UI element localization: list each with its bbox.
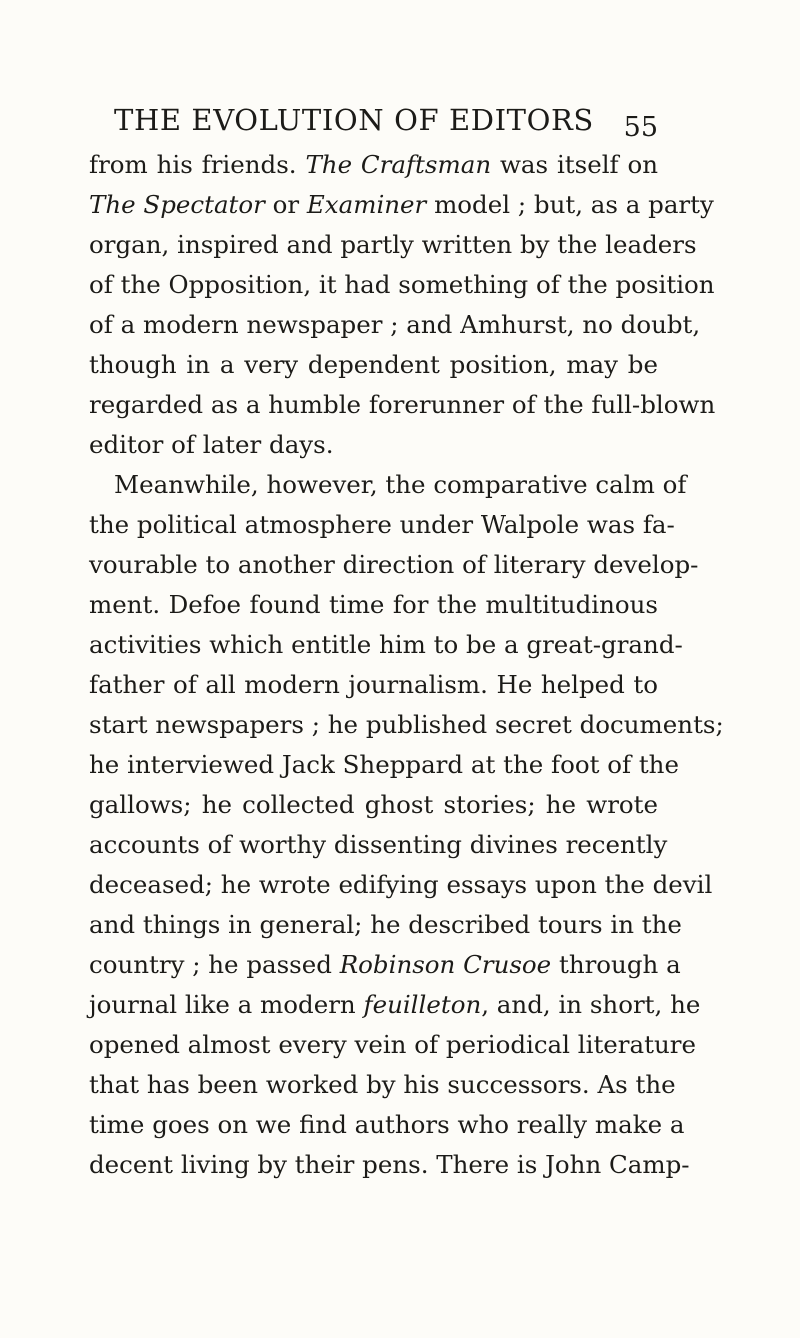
italic-title: Robinson Crusoe [339, 950, 552, 979]
text-run: organ, inspired and partly written by the leaders [89, 230, 697, 259]
text-run: activities which entitle him to be a great-grand- [89, 630, 683, 659]
text-run: the political atmosphere under Walpole was fa- [89, 510, 675, 539]
page-number: 55 [623, 112, 658, 143]
italic-title: feuilleton [363, 990, 482, 1019]
text-line [89, 1025, 696, 1065]
text-run: opened almost every vein of periodical literature [89, 1030, 696, 1059]
text-line [89, 985, 701, 1025]
text-run: through a [551, 950, 681, 979]
text-run: accounts of worthy dissenting divines recently [89, 830, 668, 859]
text-line [89, 865, 713, 905]
text-run: vourable to another direction of literary develop- [89, 550, 699, 579]
text-run: editor of later days. [89, 430, 334, 459]
text-run: regarded as a humble forerunner of the full-blown [89, 390, 716, 419]
text-line [89, 825, 668, 865]
text-line [89, 785, 658, 825]
text-line [89, 265, 715, 305]
text-run: of a modern newspaper ; and Amhurst, no doubt, [89, 310, 701, 339]
text-line [89, 625, 683, 665]
text-line [114, 465, 687, 505]
running-header [0, 100, 800, 144]
text-line [89, 545, 699, 585]
text-run: father of all modern journalism. He helped to [89, 670, 658, 699]
text-run: that has been worked by his successors. As the [89, 1070, 676, 1099]
text-run: country ; he passed [89, 950, 340, 979]
running-title: THE EVOLUTION OF EDITORS [114, 103, 594, 137]
text-line [89, 385, 716, 425]
text-run: was itself on [491, 150, 658, 179]
text-run: model ; but, as a party [426, 190, 714, 219]
text-line [89, 145, 658, 185]
text-line [89, 345, 658, 385]
text-run: from his friends. [89, 150, 306, 179]
text-run: time goes on we find authors who really make a [89, 1110, 685, 1139]
text-run: deceased; he wrote edifying essays upon the devil [89, 870, 713, 899]
text-line [89, 745, 679, 785]
text-run: or [264, 190, 307, 219]
text-line [89, 1065, 676, 1105]
text-run: Meanwhile, however, the comparative calm of [114, 470, 687, 499]
text-run: he interviewed Jack Sheppard at the foot of the [89, 750, 679, 779]
text-run: though in a very dependent position, may be [89, 350, 658, 379]
text-line [89, 1105, 685, 1145]
italic-title: The Spectator [89, 190, 265, 219]
text-line [89, 945, 681, 985]
text-line [89, 1145, 690, 1185]
text-run: and things in general; he described tours in the [89, 910, 682, 939]
italic-title: Examiner [306, 190, 427, 219]
text-line [89, 585, 658, 625]
text-line [89, 225, 697, 265]
text-run: , and, in short, he [481, 990, 701, 1019]
text-run: ment. Defoe found time for the multitudinous [89, 590, 658, 619]
text-line [89, 505, 675, 545]
text-run: journal like a modern [89, 990, 364, 1019]
text-run: of the Opposition, it had something of the position [89, 270, 715, 299]
text-line [89, 305, 701, 345]
italic-title: The Craftsman [305, 150, 492, 179]
text-run: start newspapers ; he published secret documents; [89, 710, 724, 739]
text-line [89, 705, 724, 745]
text-run: gallows; he collected ghost stories; he wrote [89, 790, 658, 819]
text-line [89, 665, 658, 705]
text-line [89, 185, 714, 225]
text-run: decent living by their pens. There is John Camp- [89, 1150, 690, 1179]
text-line [89, 425, 658, 465]
text-line [89, 905, 682, 945]
